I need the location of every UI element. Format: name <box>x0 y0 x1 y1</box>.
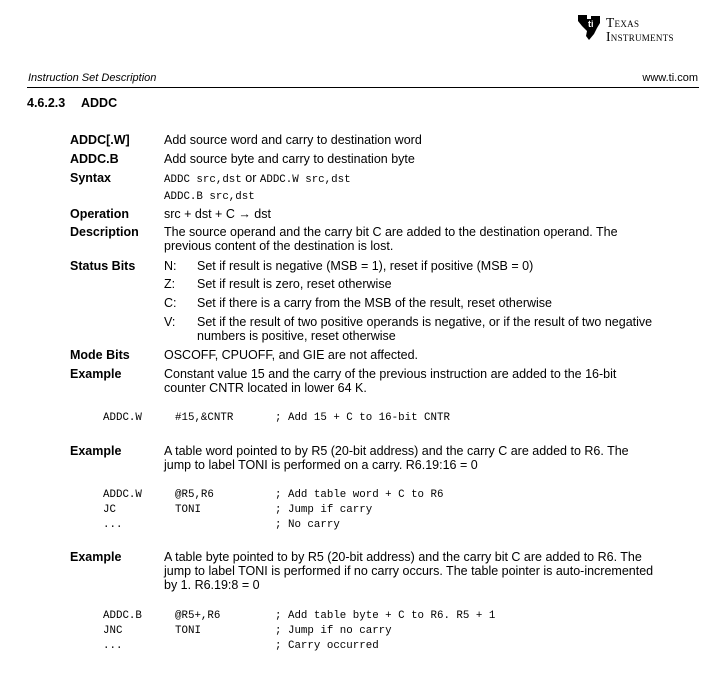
description-line: The source operand and the carry bit C are added to the destination operand. The <box>164 225 618 239</box>
mode-bits-text: OSCOFF, CPUOFF, and GIE are not affected. <box>164 348 419 362</box>
description-line: previous content of the destination is lost. <box>164 239 394 253</box>
status-bit-c-text: Set if there is a carry from the MSB of the result, reset otherwise <box>197 296 552 310</box>
code-op: ADDC.B <box>103 610 142 622</box>
example-2-label: Example <box>70 444 122 458</box>
example-2-text <box>164 444 629 472</box>
code-op: ... <box>103 519 123 531</box>
status-bit-z-key: Z: <box>164 277 176 291</box>
description-text <box>164 225 618 253</box>
example-1-text <box>164 367 616 395</box>
code-arg: @R5,R6 <box>175 489 214 501</box>
mode-bits-label: Mode Bits <box>70 348 130 362</box>
code-comment: ; Carry occurred <box>275 640 379 652</box>
section-title: ADDC <box>81 96 118 110</box>
code-arg: @R5+,R6 <box>175 610 221 622</box>
code-op: JC <box>103 504 116 516</box>
ti-logo <box>575 12 703 46</box>
code-arg: TONI <box>175 625 201 637</box>
example-text-line: Constant value 15 and the carry of the previous instruction are added to the 16-bit <box>164 367 617 381</box>
syntax-line2 <box>164 188 255 204</box>
syntax-or: or <box>245 171 257 185</box>
status-bit-n-key: N: <box>164 259 177 273</box>
header-doc-title: Instruction Set Description <box>28 72 157 84</box>
svg-text:ti: ti <box>588 19 594 29</box>
example-3-text <box>164 550 653 592</box>
code-comment: ; Add table word + C to R6 <box>275 489 444 501</box>
code-op: ADDC.W <box>103 412 142 424</box>
example-text-line: A table byte pointed to by R5 (20-bit address) and the carry bit C are added to R6. The <box>164 550 642 564</box>
def-text-byte: Add source byte and carry to destination byte <box>164 152 415 166</box>
code-arg: TONI <box>175 504 201 516</box>
code-comment: ; Add 15 + C to 16-bit CNTR <box>275 412 450 424</box>
ti-logo-icon <box>575 12 603 42</box>
code-comment: ; No carry <box>275 519 340 531</box>
example-text-line: by 1. R6.19:8 = 0 <box>164 578 260 592</box>
syntax-label: Syntax <box>70 171 111 185</box>
def-label-word: ADDC[.W] <box>70 133 130 147</box>
code-comment: ; Jump if no carry <box>275 625 392 637</box>
header-url: www.ti.com <box>642 72 698 84</box>
code-op: JNC <box>103 625 123 637</box>
syntax-word-form: ADDC src,dst <box>164 174 242 186</box>
def-text-word: Add source word and carry to destination word <box>164 133 422 147</box>
code-op: ADDC.W <box>103 489 142 501</box>
example-3-label: Example <box>70 550 122 564</box>
header-divider <box>27 87 699 88</box>
code-op: ... <box>103 640 123 652</box>
status-bit-v-key: V: <box>164 315 176 329</box>
example-text-line: jump to label TONI is performed if no carry occurs. The table pointer is auto-incremented <box>164 564 654 578</box>
operation-text: src + dst + C → dst <box>164 207 271 221</box>
example-1-label: Example <box>70 367 122 381</box>
section-number: 4.6.2.3 <box>27 96 66 110</box>
status-bit-n-text: Set if result is negative (MSB = 1), reset if positive (MSB = 0) <box>197 259 534 273</box>
description-label: Description <box>70 225 139 239</box>
syntax-byte-form: ADDC.B src,dst <box>164 191 255 203</box>
section-heading <box>27 96 117 110</box>
def-label-byte: ADDC.B <box>70 152 119 166</box>
example-text-line: A table word pointed to by R5 (20-bit address) and the carry C are added to R6. The <box>164 444 629 458</box>
example-text-line: jump to label TONI is performed on a carry. R6.19:16 = 0 <box>164 458 478 472</box>
status-bit-v-line: Set if the result of two positive operands is negative, or if the result of two negative <box>197 315 653 329</box>
status-bit-v-line: numbers is positive, reset otherwise <box>197 329 396 343</box>
status-bit-v-text <box>197 315 697 343</box>
code-comment: ; Jump if carry <box>275 504 373 516</box>
code-comment: ; Add table byte + C to R6. R5 + 1 <box>275 610 496 622</box>
status-bits-label: Status Bits <box>70 259 136 273</box>
status-bit-c-key: C: <box>164 296 177 310</box>
ti-wordmark: Texas Instruments <box>606 15 674 44</box>
example-text-line: counter CNTR located in lower 64 K. <box>164 381 367 395</box>
status-bit-z-text: Set if result is zero, reset otherwise <box>197 277 392 291</box>
code-arg: #15,&CNTR <box>175 412 234 424</box>
syntax-word-explicit-form: ADDC.W src,dst <box>259 174 351 186</box>
syntax-line1 <box>164 171 351 187</box>
operation-label: Operation <box>70 207 130 221</box>
